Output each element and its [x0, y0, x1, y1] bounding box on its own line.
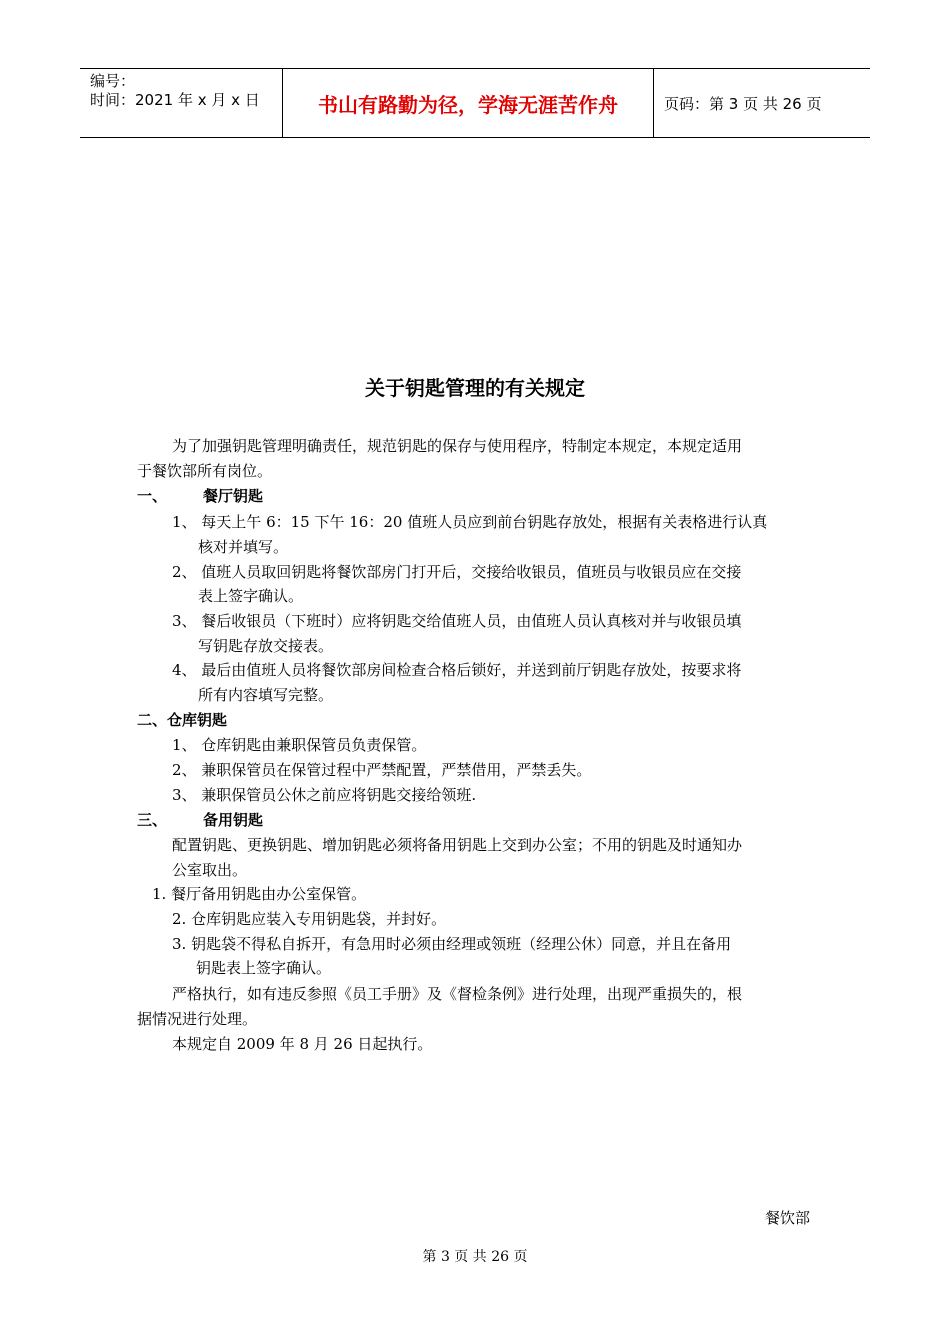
section-heading: 二、仓库钥匙 — [137, 711, 228, 729]
list-item-cont: 写钥匙存放交接表。 — [198, 637, 334, 655]
time-label: 时间：2021 年 x 月 x 日 — [90, 91, 260, 109]
list-item-cont: 钥匙表上签字确认。 — [196, 959, 332, 977]
header-motto: 书山有路勤为径，学海无涯苦作舟 — [282, 69, 654, 137]
list-item: 2. 仓库钥匙应装入专用钥匙袋，并封好。 — [172, 910, 447, 928]
page-footer: 第 3 页 共 26 页 — [422, 1249, 528, 1265]
section-heading-num: 一、 — [137, 487, 168, 505]
list-item: 2、 兼职保管员在保管过程中严禁配置，严禁借用，严禁丢失。 — [172, 761, 592, 779]
section-intro: 公室取出。 — [172, 861, 248, 879]
section-heading-num: 三、 — [137, 811, 168, 829]
list-item: 3、 餐后收银员（下班时）应将钥匙交给值班人员，由值班人员认真核对并与收银员填 — [172, 612, 742, 630]
list-item: 3. 钥匙袋不得私自拆开，有急用时必须由经理或领班（经理公休）同意，并且在备用 — [172, 935, 732, 953]
list-item: 1、 每天上午 6：15 下午 16：20 值班人员应到前台钥匙存放处，根据有关表格进行认真 — [172, 513, 768, 531]
page-header — [80, 68, 870, 138]
list-item: 4、 最后由值班人员将餐饮部房间检查合格后锁好，并送到前厅钥匙存放处，按要求将 — [172, 661, 742, 679]
section-heading: 餐厅钥匙 — [203, 487, 264, 505]
document-title: 关于钥匙管理的有关规定 — [365, 376, 585, 400]
signature-department: 餐饮部 — [765, 1209, 811, 1227]
section-heading: 备用钥匙 — [203, 811, 264, 829]
list-item: 1、 仓库钥匙由兼职保管员负责保管。 — [172, 736, 427, 754]
intro-line: 为了加强钥匙管理明确责任，规范钥匙的保存与使用程序，特制定本规定，本规定适用 — [172, 437, 743, 455]
list-item: 3、 兼职保管员公休之前应将钥匙交接给领班. — [172, 786, 477, 804]
code-label: 编号： — [90, 72, 136, 90]
section-intro: 配置钥匙、更换钥匙、增加钥匙必须将备用钥匙上交到办公室；不用的钥匙及时通知办 — [172, 836, 743, 854]
closing-line: 据情况进行处理。 — [137, 1010, 258, 1028]
effective-date: 本规定自 2009 年 8 月 26 日起执行。 — [172, 1035, 433, 1053]
header-page-label: 页码：第 3 页 共 26 页 — [664, 94, 822, 113]
closing-line: 严格执行，如有违反参照《员工手册》及《督检条例》进行处理，出现严重损失的，根 — [172, 985, 743, 1003]
list-item-cont: 核对并填写。 — [198, 538, 289, 556]
header-info — [80, 69, 282, 137]
list-item-cont: 所有内容填写完整。 — [198, 686, 334, 704]
list-item-cont: 表上签字确认。 — [198, 587, 304, 605]
list-item: 1. 餐厅备用钥匙由办公室保管。 — [152, 885, 367, 903]
list-item: 2、 值班人员取回钥匙将餐饮部房门打开后，交接给收银员，值班员与收银员应在交接 — [172, 563, 742, 581]
intro-line: 于餐饮部所有岗位。 — [137, 462, 273, 480]
